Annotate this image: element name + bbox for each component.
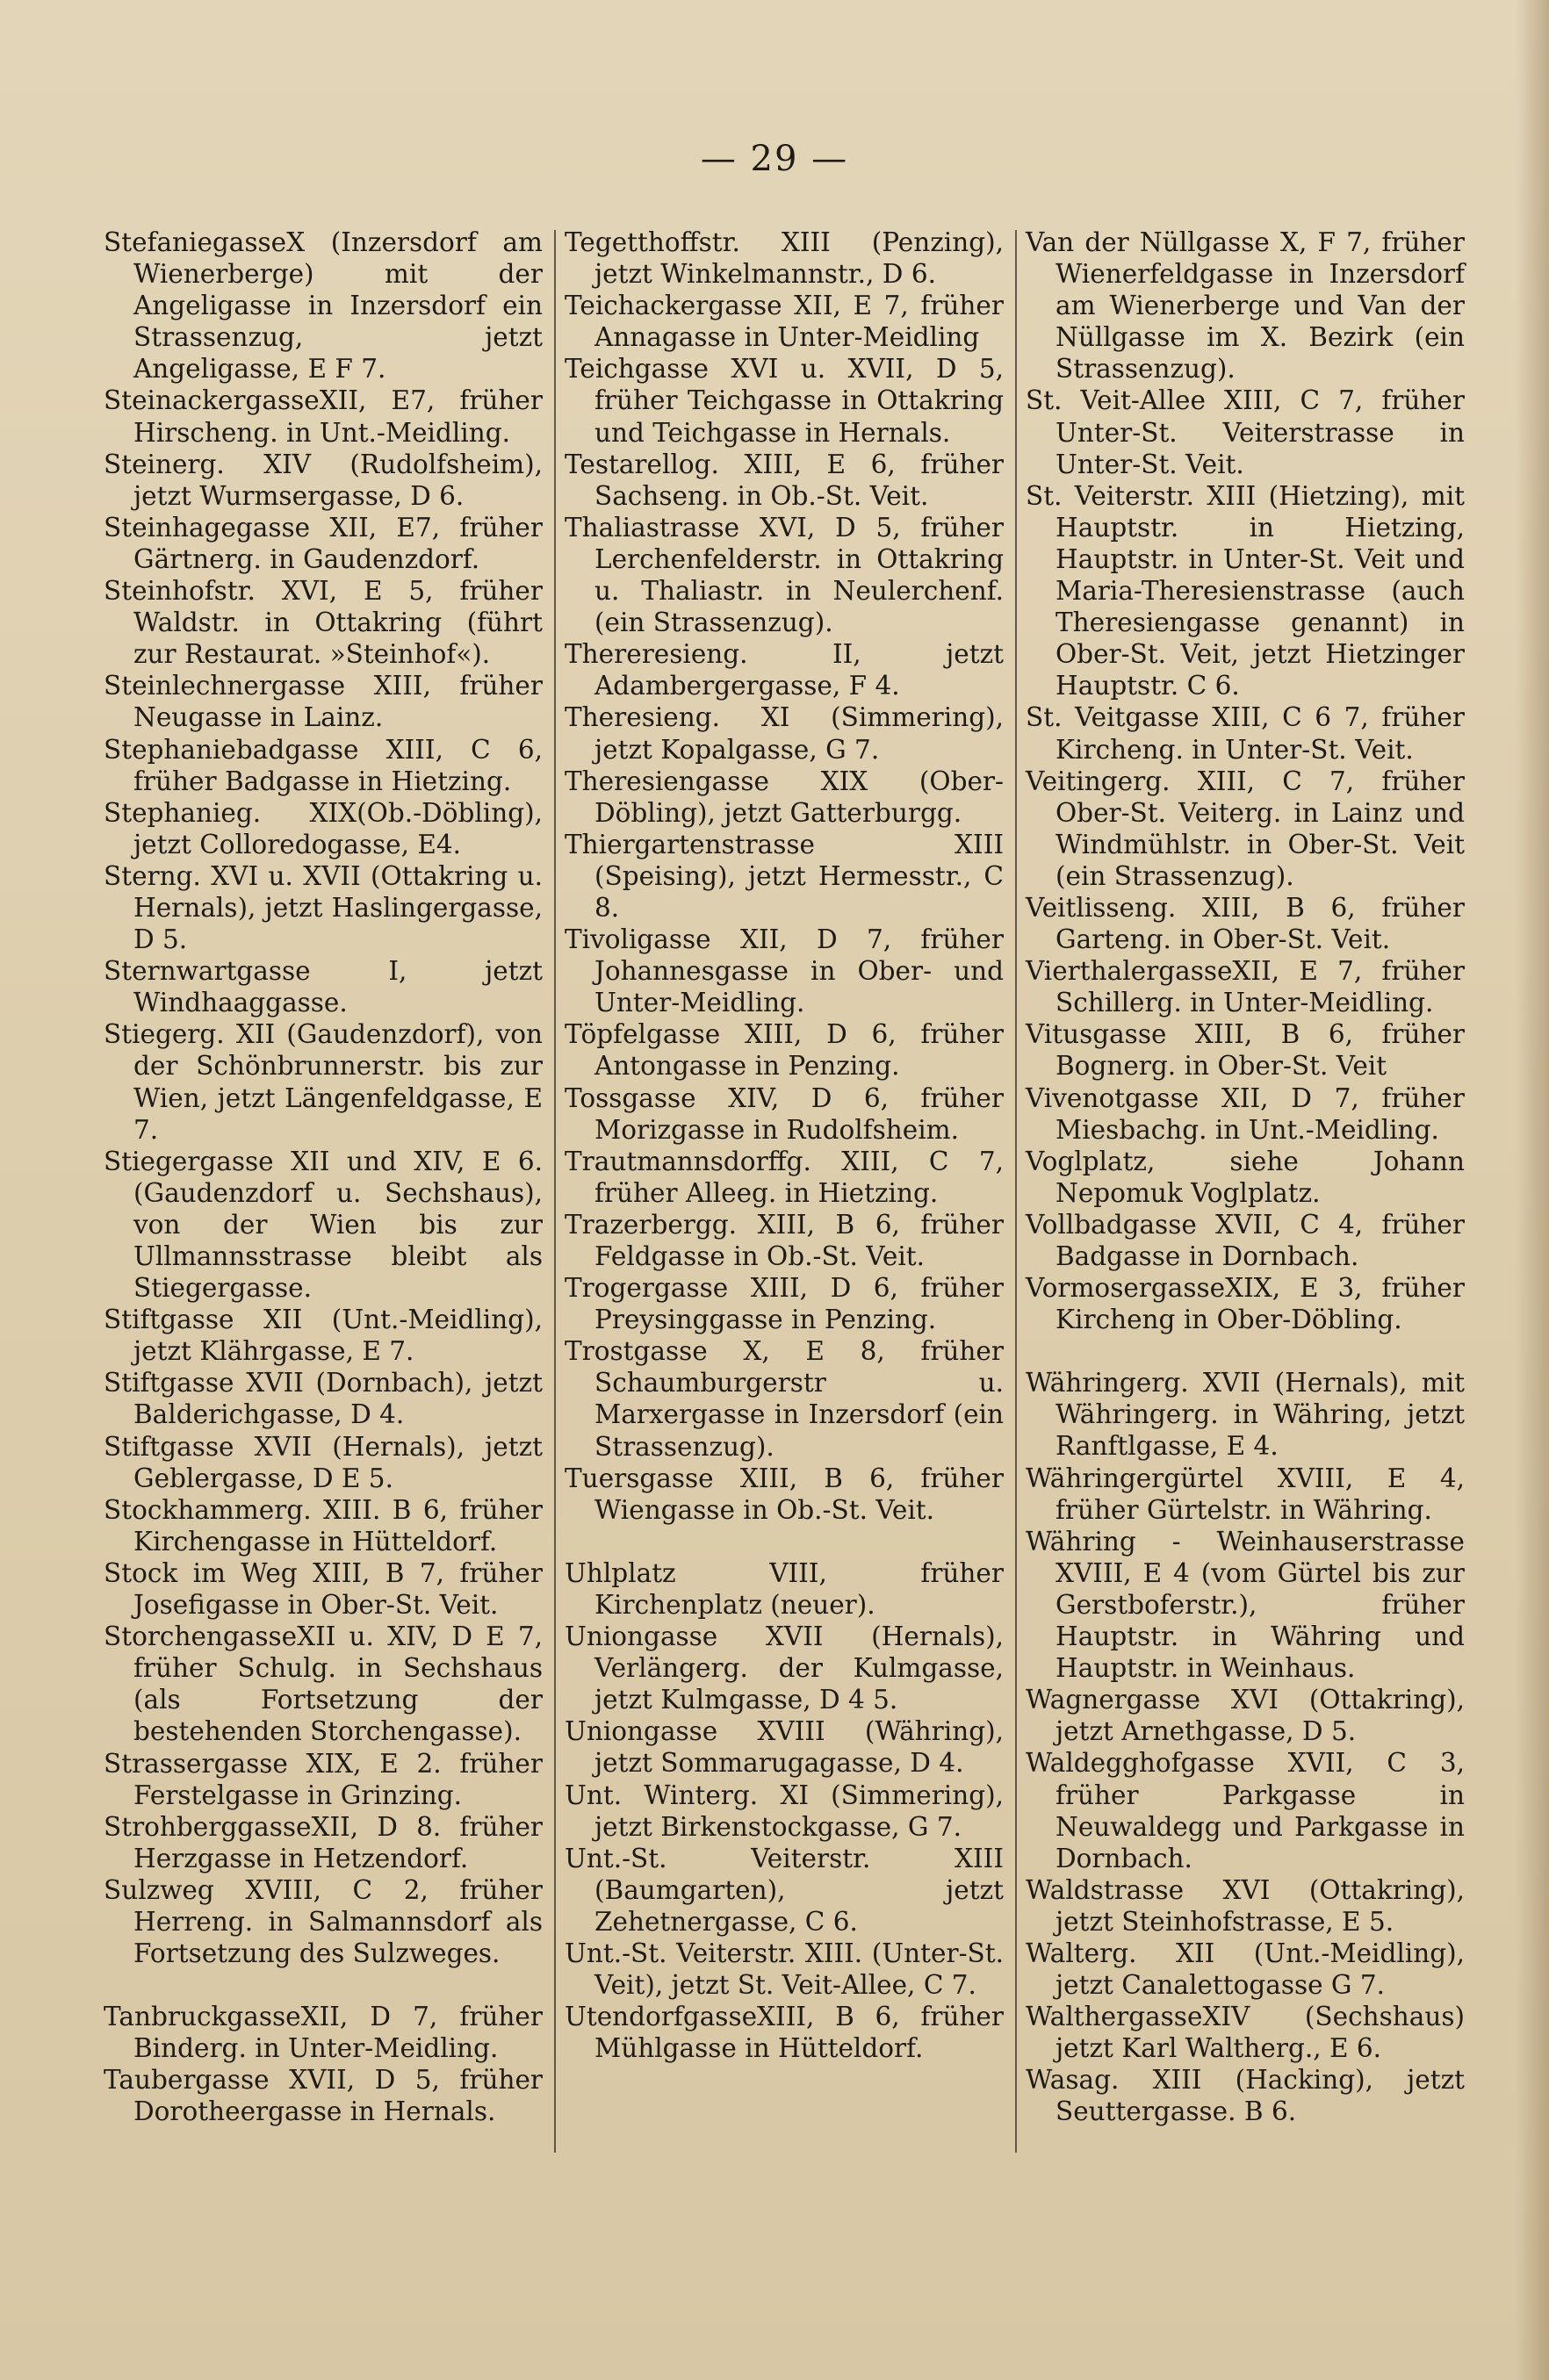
street-entry: Stiftgasse XVII (Dornbach), jetzt Balderichgasse, D 4. (104, 1368, 543, 1430)
street-entry: Unt.-St. Veiterstr. XIII. (Unter-St. Veit), jetzt St. Veit-Allee, C 7. (565, 1938, 1004, 2001)
column-left (104, 226, 543, 2128)
street-entry: Trazerbergg. XIII, B 6, früher Feldgasse in Ob.-St. Veit. (565, 1209, 1004, 1271)
street-entry: Van der Nüllgasse X, F 7, früher Wienerfeldgasse in Inzersdorf am Wienerberge und Van der Nüllgasse im X. Bezirk (ein Strassenzug). (1026, 227, 1465, 385)
street-entry: UtendorfgasseXIII, B 6, früher Mühlgasse in Hütteldorf. (565, 2002, 1004, 2064)
street-entry: Testarellog. XIII, E 6, früher Sachseng. in Ob.-St. Veit. (565, 449, 1004, 511)
street-entry: Trostgasse X, E 8, früher Schaumburgerstr u. Marxergasse in Inzersdorf (ein Strassenzug). (565, 1336, 1004, 1462)
street-entry: Währingerg. XVII (Hernals), mit Währingerg. in Währing, jetzt Ranftlgasse, E 4. (1026, 1368, 1465, 1462)
street-entry: Stiftgasse XII (Unt.-Meidling), jetzt Klährgasse, E 7. (104, 1305, 543, 1367)
street-entry: Sternwartgasse I, jetzt Windhaaggasse. (104, 956, 543, 1018)
street-entry: Veitlisseng. XIII, B 6, früher Garteng. in Ober-St. Veit. (1026, 892, 1465, 955)
street-entry: Teichackergasse XII, E 7, früher Annagasse in Unter-Meidling (565, 291, 1004, 353)
street-entry: Uhlplatz VIII, früher Kirchenplatz (neuer). (565, 1557, 1004, 1620)
street-entry: Währingergürtel XVIII, E 4, früher Gürtelstr. in Währing. (1026, 1463, 1465, 1525)
street-entry: Währing - Weinhauserstrasse XVIII, E 4 (vom Gürtel bis zur Gerstboferstr.), früher Hauptstr. in Währing und Hauptstr. in Weinhaus. (1026, 1526, 1465, 1684)
street-entry: Töpfelgasse XIII, D 6, früher Antongasse in Penzing. (565, 1019, 1004, 1082)
street-entry: Wasag. XIII (Hacking), jetzt Seuttergasse. B 6. (1026, 2065, 1465, 2127)
street-entry: Walterg. XII (Unt.-Meidling), jetzt Canalettogasse G 7. (1026, 1938, 1465, 2001)
street-entry: Uniongasse XVIII (Währing), jetzt Sommarugagasse, D 4. (565, 1716, 1004, 1779)
street-entry: St. Veitgasse XIII, C 6 7, früher Kircheng. in Unter-St. Veit. (1026, 702, 1465, 765)
street-entry: Thaliastrasse XVI, D 5, früher Lerchenfelderstr. in Ottakring u. Thaliastr. in Neulerchenf. (ein Strassenzug). (565, 512, 1004, 638)
street-entry: St. Veit-Allee XIII, C 7, früher Unter-St. Veiterstrasse in Unter-St. Veit. (1026, 385, 1465, 479)
page-number: — 29 — (700, 139, 849, 179)
column-divider (1015, 230, 1017, 2153)
street-entry: VormosergasseXIX, E 3, früher Kircheng in Ober-Döbling. (1026, 1273, 1465, 1335)
street-entry: Sterng. XVI u. XVII (Ottakring u. Hernals), jetzt Haslingergasse, D 5. (104, 860, 543, 955)
street-entry: SteinackergasseXII, E7, früher Hirscheng. in Unt.-Meidling. (104, 385, 543, 448)
street-entry: Strassergasse XIX, E 2. früher Ferstelgasse in Grinzing. (104, 1748, 543, 1810)
street-entry: Wagnergasse XVI (Ottakring), jetzt Arnethgasse, D 5. (1026, 1685, 1465, 1747)
street-entry: Tivoligasse XII, D 7, früher Johannesgasse in Ober- und Unter-Meidling. (565, 924, 1004, 1018)
street-entry: Sulzweg XVIII, C 2, früher Herreng. in Salmannsdorf als Fortsetzung des Sulzweges. (104, 1874, 543, 1969)
street-entry: Stephaniebadgasse XIII, C 6, früher Badgasse in Hietzing. (104, 734, 543, 796)
street-entry: Vitusgasse XIII, B 6, früher Bognerg. in Ober-St. Veit (1026, 1019, 1465, 1082)
street-entry: Thiergartenstrasse XIII (Speising), jetzt Hermesstr., C 8. (565, 829, 1004, 923)
street-entry: St. Veiterstr. XIII (Hietzing), mit Hauptstr. in Hietzing, Hauptstr. in Unter-St. Veit und Maria-Theresienstrasse (auch Theresiengasse genannt) in Ober-St. Veit, jetzt Hietzinger Hauptstr. C 6. (1026, 480, 1465, 701)
street-entry: StrohberggasseXII, D 8. früher Herzgasse in Hetzendorf. (104, 1811, 543, 1873)
street-entry: Vivenotgasse XII, D 7, früher Miesbachg. in Unt.-Meidling. (1026, 1082, 1465, 1145)
street-entry: StorchengasseXII u. XIV, D E 7, früher Schulg. in Sechshaus (als Fortsetzung der bestehenden Storchengasse). (104, 1621, 543, 1747)
street-entry: Stock im Weg XIII, B 7, früher Josefigasse in Ober-St. Veit. (104, 1557, 543, 1621)
column-divider (554, 230, 556, 2153)
street-entry: Tegetthoffstr. XIII (Penzing), jetzt Winkelmannstr., D 6. (565, 227, 1004, 290)
street-entry: StefaniegasseX (Inzersdorf am Wienerberge) mit der Angeligasse in Inzersdorf ein Strassenzug, jetzt Angeligasse, E F 7. (104, 227, 543, 385)
street-entry: Voglplatz, siehe Johann Nepomuk Voglplatz. (1026, 1146, 1465, 1208)
street-entry: Stiegergasse XII und XIV, E 6. (Gaudenzdorf u. Sechshaus), von der Wien bis zur Ullmannsstrasse bleibt als Stiegergasse. (104, 1146, 543, 1304)
street-entry: Stiftgasse XVII (Hernals), jetzt Geblergasse, D E 5. (104, 1431, 543, 1493)
column-right (1026, 226, 1465, 2128)
street-entry: Steinlechnergasse XIII, früher Neugasse in Lainz. (104, 671, 543, 733)
street-entry: Stiegerg. XII (Gaudenzdorf), von der Schönbrunnerstr. bis zur Wien, jetzt Längenfeldgasse, E 7. (104, 1019, 543, 1145)
street-entry: VierthalergasseXII, E 7, früher Schillerg. in Unter-Meidling. (1026, 956, 1465, 1018)
street-entry: Stephanieg. XIX(Ob.-Döbling), jetzt Colloredogasse, E4. (104, 797, 543, 859)
street-entry: Unt. Winterg. XI (Simmering), jetzt Birkenstockgasse, G 7. (565, 1780, 1004, 1842)
street-entry: Trautmannsdorffg. XIII, C 7, früher Alleeg. in Hietzing. (565, 1146, 1004, 1208)
street-entry: Teichgasse XVI u. XVII, D 5, früher Teichgasse in Ottakring und Teichgasse in Hernals. (565, 354, 1004, 448)
street-entry: Waldegghofgasse XVII, C 3, früher Parkgasse in Neuwaldegg und Parkgasse in Dornbach. (1026, 1748, 1465, 1873)
street-entry: Tuersgasse XIII, B 6, früher Wiengasse in Ob.-St. Veit. (565, 1463, 1004, 1525)
street-entry: WalthergasseXIV (Sechshaus) jetzt Karl Waltherg., E 6. (1026, 2002, 1465, 2064)
street-entry: Waldstrasse XVI (Ottakring), jetzt Steinhofstrasse, E 5. (1026, 1874, 1465, 1937)
street-entry: Vollbadgasse XVII, C 4, früher Badgasse in Dornbach. (1026, 1209, 1465, 1271)
street-entry: Theresiengasse XIX (Ober-Döbling), jetzt Gatterburgg. (565, 766, 1004, 828)
street-entry: Tossgasse XIV, D 6, früher Morizgasse in Rudolfsheim. (565, 1082, 1004, 1145)
street-entry: Veitingerg. XIII, C 7, früher Ober-St. Veiterg. in Lainz und Windmühlstr. in Ober-St. Veit (ein Strassenzug). (1026, 766, 1465, 891)
street-entry: Theresieng. XI (Simmering), jetzt Kopalgasse, G 7. (565, 702, 1004, 765)
street-entry: Thereresieng. II, jetzt Adambergergasse, F 4. (565, 639, 1004, 701)
street-entry: Trogergasse XIII, D 6, früher Preysinggasse in Penzing. (565, 1273, 1004, 1335)
street-entry: TanbruckgasseXII, D 7, früher Binderg. in Unter-Meidling. (104, 2002, 543, 2064)
street-entry: Steinhagegasse XII, E7, früher Gärtnerg. in Gaudenzdorf. (104, 512, 543, 574)
street-entry: Steinhofstr. XVI, E 5, früher Waldstr. in Ottakring (führt zur Restaurat. »Steinhof«). (104, 576, 543, 670)
column-middle (565, 226, 1004, 2064)
street-entry: Steinerg. XIV (Rudolfsheim), jetzt Wurmsergasse, D 6. (104, 449, 543, 511)
street-entry: Stockhammerg. XIII. B 6, früher Kirchengasse in Hütteldorf. (104, 1494, 543, 1557)
street-entry: Unt.-St. Veiterstr. XIII (Baumgarten), jetzt Zehetnergasse, C 6. (565, 1843, 1004, 1937)
street-entry: Uniongasse XVII (Hernals), Verlängerg. der Kulmgasse, jetzt Kulmgasse, D 4 5. (565, 1621, 1004, 1715)
street-entry: Taubergasse XVII, D 5, früher Dorotheergasse in Hernals. (104, 2065, 543, 2127)
